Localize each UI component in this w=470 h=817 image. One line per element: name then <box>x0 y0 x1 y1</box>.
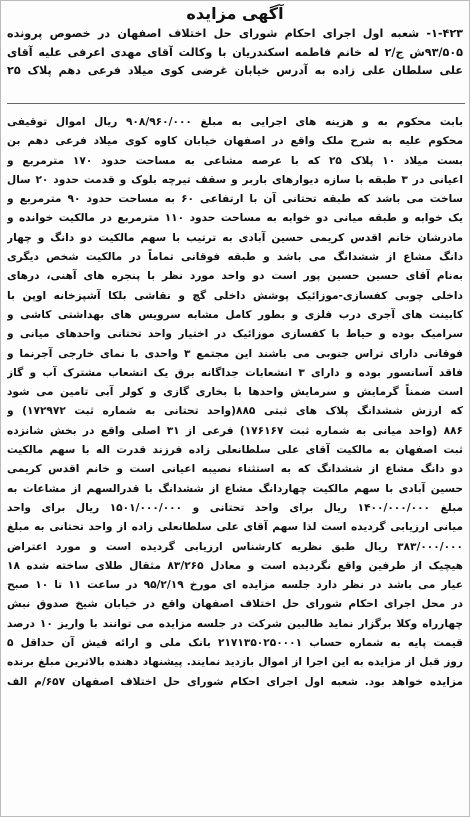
body-line: اعیانی در ۳ طبقه با سازه دیوارهای باربر و سقف تیرچه بلوک و قدمت حدود ۲۰ سال <box>7 173 463 186</box>
body-line: مادرشان خانم اقدس کریمی حسین آبادی به ترتیب با سهم مالکیت دو دانگ و چهار <box>7 231 463 244</box>
body-line: سرامیک بوده و حیاط با کفسازی موزائیک در اختیار واحد تحتانی واحدهای میانی و <box>7 328 463 341</box>
body-line: روز قبل از مزایده به این اجرا از اموال بازدید نمایند. پیشنهاد دهنده بالاترین مبلغ برنده <box>7 656 463 669</box>
body-line: به‌نام آقای حسین حسین پور است دو واحد مورد نظر با پنجره های آهنی، درهای <box>7 270 463 283</box>
body-line: مزایده خواهد بود. شعبه اول اجرای احکام شورای حل اختلاف اصفهان ۶۵۷/م الف <box>7 675 463 688</box>
body-line: فوقانی دارای تراس جنوبی می باشند این مجتمع ۳ واحدی با نمای خارجی آجرنما و <box>7 347 463 360</box>
notice-header <box>1 1 470 99</box>
body-line: ۳۸۳/۰۰۰/۰۰۰ ریال طبق نظریه کارشناس ارزیابی گردیده است و مورد اعتراض <box>7 540 463 553</box>
body-line: بابت محکوم به و هزینه های اجرایی به مبلغ ۹۰۸/۹۶۰/۰۰۰ ریال اموال توقیفی <box>7 116 463 128</box>
notice-body <box>1 113 470 813</box>
body-line: بست میلاد ۱۰ پلاک ۲۵ که با عرصه مشاعی به مساحت حدود ۱۷۰ مترمربع و <box>7 154 463 167</box>
body-line: چهارراه وکلا برگزار نماید طالبین شرکت در جلسه مزایده می توانند با واریز ۱۰ درصد <box>7 617 463 630</box>
body-line: دو دانگ مشاع از ششدانگ که به استثناء نصیبه اعیانی است و خانم اقدس کریمی <box>7 463 463 476</box>
body-line: است ضمناً گرمایش و سرمایش واحدها با بخاری گازی و کولر آبی تامین می شود <box>7 386 463 399</box>
header-divider <box>7 103 465 104</box>
body-line: ۸۸۶ (واحد میانی به شماره ثبت ۱۷۶۱۶۷) فرعی از ۳۱ اصلی واقع در بخش شانزده <box>7 424 463 437</box>
header-line: ۱-۴۲۳- شعبه اول اجرای احکام شورای حل اختلاف اصفهان در خصوص پرونده <box>7 27 463 40</box>
notice-title: آگهی مزایده <box>186 4 284 23</box>
body-line: فاقد آسانسور بوده و دارای ۳ انشعابات جداگانه برق یک انشعاب مشترک آب و گاز <box>7 366 463 379</box>
body-line: ثبت اصفهان به مالکیت آقای علی سلطانعلی زاده فرزند قدرت اله با سهم مالکیت <box>7 444 463 457</box>
body-line: در محل اجرای احکام شورای حل اختلاف اصفهان واقع در خیابان شیخ صدوق نبش <box>7 598 463 611</box>
header-line: علی سلطان علی زاده به آدرس خیابان غرضی کوی میلاد فرعی دهم پلاک ۲۵ <box>7 64 463 77</box>
body-line: داخلی چوبی کفسازی-موزائیک پوشش داخلی گچ و نقاشی بلکا آشپزخانه اوپن با <box>7 289 463 302</box>
body-line: میانی ارزیابی گردیده است لذا سهم آقای علی سلطانعلی زاده از واحد تحتانی به مبلغ <box>7 521 463 534</box>
body-line: کابینت های آجری درب فلزی و بطور کامل مشابه سرویس های بهداشتی کاشی و <box>7 308 463 321</box>
body-line: یک خوابه و طبقه میانی دو خوابه به مساحت حدود ۱۱۰ مترمربع در مالکیت خوانده و <box>7 212 463 225</box>
header-line: ۹۳/۵۰۵ش ج/۲ له خانم فاطمه اسکندریان با وکالت آقای مهدی اعرفی علیه آقای <box>7 45 463 59</box>
body-line: عیار می باشد در نظر دارد جلسه مزایده ای مورخ ۹۵/۲/۱۹ در ساعت ۱۱ تا ۱۰ صبح <box>7 579 463 592</box>
body-line: که ارزش ششدانگ پلاک های ثبتی ۸۸۵(واحد تحتانی به شماره ثبت ۱۷۲۹۷۲) و <box>7 405 463 418</box>
body-line: محکوم علیه به شرح ملک واقع در اصفهان خیابان کاوه کوی میلاد فرعی دهم بن <box>7 135 463 148</box>
body-line: مبلغ ۱۴۰۰/۰۰۰/۰۰۰ ریال برای واحد تحتانی و ۱۵۰۱/۰۰۰/۰۰۰ ریال برای واحد <box>7 501 463 514</box>
body-line: دانگ مشاع از ششدانگ می باشد و طبقه فوقانی تماماً در مالکیت شخص دیگری <box>7 251 463 264</box>
body-line: قیمت پایه به شماره حساب ۲۱۷۱۳۵۰۲۵۰۰۰۱ بانک ملی و ارائه فیش آن حداقل ۵ <box>7 637 463 650</box>
body-line: ساخت می باشد که طبقه تحتانی آن با ارتفاعی ۶۰ به مساحت حدود ۹۰ مترمربع و <box>7 193 463 206</box>
body-line: حسین آبادی با سهم مالکیت چهاردانگ مشاع از ششدانگ با قدرالسهم از مشاعات به <box>7 482 463 495</box>
body-line: هیچیک از طرفین واقع نگردیده است و معادل ۸۳/۲۶۵ مثقال طلای ساخته شده ۱۸ <box>7 559 463 572</box>
